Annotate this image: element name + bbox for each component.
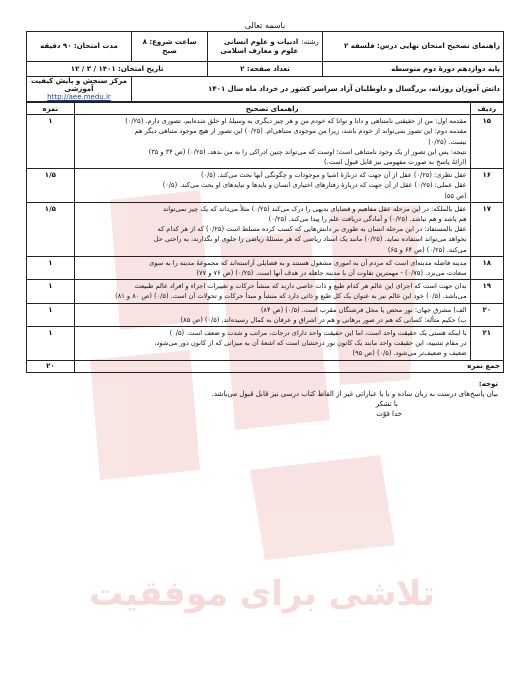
answer-text bbox=[74, 202, 470, 256]
exam-date: تاریخ امتحان: ۱۴۰۱ / ۳ / ۱۲ bbox=[27, 62, 208, 77]
answer-line: مقدمه دوم: این تصور نمی‌تواند از خودم باشد، زیرا من موجودی متناهی‌ام. (۰/۲۵) این تصور از هیچ موجود متناهی دیگر هم bbox=[134, 127, 467, 136]
exam-header-table bbox=[26, 31, 504, 102]
question-number: ۱۷ bbox=[470, 202, 503, 256]
answer-text bbox=[74, 303, 470, 326]
watermark-text: تلاشی برای موفقیت bbox=[89, 574, 435, 614]
answer-row bbox=[27, 327, 504, 361]
grade-level: پایه دوازدهم دورهٔ دوم متوسطه bbox=[322, 62, 503, 77]
thanks-text: با تشکر bbox=[375, 399, 398, 408]
question-number: ۱۹ bbox=[470, 280, 503, 303]
answer-line: عقل نظری: (۰/۲۵) عقل از آن جهت که دربارهٔ اشیا و موجودات و چگونگی آنها بحث می‌کند. (۰/۵) bbox=[200, 171, 467, 180]
bismillah: باسمه تعالی bbox=[244, 21, 286, 30]
question-number: ۲۱ bbox=[470, 327, 503, 361]
question-number: ۱۶ bbox=[470, 169, 503, 203]
answer-row bbox=[27, 202, 504, 256]
answer-line: نتیجه: پس این تصور از یک وجود نامتناهی است؛ اوست که می‌تواند چنین ادراکی را به من بدهد. (۰/۲۵) (ص ۳۴ و ۳۵) bbox=[148, 147, 467, 156]
answers-table bbox=[26, 102, 504, 372]
answer-line: بدان جهت است که اجزای این عالم هر کدام طبع و ذات خاصی دارند که منشأ حرکات و تغییرات اجزاء و افراد عالم طبیعت bbox=[134, 282, 467, 291]
center-url[interactable]: http://aee.medu.ir bbox=[47, 93, 111, 102]
center-name: مرکز سنجش و پایش کیفیت آموزشی bbox=[31, 77, 127, 94]
answer-line: با اینکه هستی یک حقیقت واحد است، اما این حقیقت واحد دارای درجات، مراتب و شدت و ضعف است. (۰/۵) bbox=[169, 329, 467, 337]
question-score: ۱ bbox=[27, 115, 75, 169]
answer-line: در مقام تشبیه، این حقیقت واحد مانند یک کانون نور درخشان است که اشعهٔ آن به میزانی که از کانون دور می‌شود، bbox=[154, 339, 467, 348]
answer-text bbox=[74, 115, 470, 169]
answer-line: (ارائهٔ پاسخ به صورت مفهومی نیز قابل قبول است.) bbox=[324, 157, 467, 166]
answer-line: الف) مشرق جهان: نور محض یا محل فرشتگان مقرب است. (۰/۵) (ص ۸۴) bbox=[260, 305, 467, 314]
answer-row bbox=[27, 280, 504, 303]
total-value: ۲۰ bbox=[27, 360, 75, 372]
note-section bbox=[26, 379, 504, 419]
answer-text bbox=[74, 280, 470, 303]
major-cell bbox=[208, 32, 322, 62]
question-number: ۲۰ bbox=[470, 303, 503, 326]
answer-text bbox=[74, 327, 470, 361]
note-text: بیان پاسخ‌های درست به زبان ساده و یا با عباراتی غیر از الفاظ کتاب درسی نیز قابل قبول می‌باشد. bbox=[211, 389, 498, 398]
answer-text bbox=[74, 169, 470, 203]
answer-line: عقل بالملکه: در این مرحله عقل مفاهیم و قضایای بدیهی را درک می‌کند (۰/۲۵) مثلاً می‌داند که یک چیز نمی‌تواند bbox=[162, 204, 467, 213]
major-value-2: علوم و معارف اسلامی bbox=[220, 46, 299, 55]
guide-title: راهنمای تصحیح امتحان نهایی درس: فلسفه ۲ bbox=[322, 32, 503, 62]
major-label: رشته: bbox=[301, 38, 319, 47]
answer-row bbox=[27, 256, 504, 279]
question-score: ۱/۵ bbox=[27, 202, 75, 256]
question-score: ۱ bbox=[27, 303, 75, 326]
page-count: تعداد صفحه: ۲ bbox=[208, 62, 322, 77]
answer-line: می‌کند. (۰/۲۵) (ص ۶۴ و ۶۵) bbox=[387, 245, 467, 254]
answer-line: سعادت می‌برد. (۰/۷۵) - مهمترین تفاوت آن با مدینه جاهله در هدف آنها است. (۰/۲۵) (ص ۷۶ و ۷۷) bbox=[196, 268, 467, 277]
answer-row bbox=[27, 303, 504, 326]
question-number: ۱۸ bbox=[470, 256, 503, 279]
answer-line: بخواهد می‌تواند استفاده نماید. (۰/۲۵) مانند یک استاد ریاضی که هر مسئلهٔ ریاضی را جلوی او بگذارند، به راحتی حل bbox=[153, 235, 467, 244]
question-score: ۱/۵ bbox=[27, 169, 75, 203]
row-column-header: ردیف bbox=[470, 103, 503, 115]
answer-line: عقل بالمستفاد: در این مرحله انسان به طوری بر دانش‌هایی که کسب کرده مسلط است (۰/۲۵) که از هر کدام که bbox=[157, 225, 467, 234]
answer-line: (ص ۵۵) bbox=[444, 191, 467, 200]
total-label: جمع نمره bbox=[74, 360, 503, 372]
students-line: دانش آموزان روزانه، بزرگسال و داوطلبان آزاد سراسر کشور در خرداد ماه سال ۱۴۰۱ bbox=[131, 77, 503, 102]
score-column-header: نمره bbox=[27, 103, 75, 115]
question-score: ۱ bbox=[27, 256, 75, 279]
answer-text bbox=[74, 256, 470, 279]
answers-body bbox=[27, 115, 504, 360]
answer-line: هم باشد و هم نباشد. (۰/۲۵) و آمادگی دریافت علم را پیدا می‌کند. (۰/۲۵) bbox=[268, 214, 467, 223]
note-title: توجه: bbox=[478, 379, 498, 388]
question-number: ۱۵ bbox=[470, 115, 503, 169]
answer-line: می‌باشد. (۰/۵) خود این عالم نیز به عنوان یک کل طبع و ذاتی دارد که منشأ و مبدأ حرکات و تحولات آن است. (۰/۵) (ص ۸۰ و ۸۱) bbox=[115, 292, 467, 301]
exam-duration: مدت امتحان: ۹۰ دقیقه bbox=[27, 32, 132, 62]
answer-line: نیست. (۰/۲۵) bbox=[428, 137, 467, 146]
guide-column-header: راهنمای تصحیح bbox=[74, 103, 470, 115]
answer-row bbox=[27, 115, 504, 169]
major-value-1: ادبیات و علوم انسانی bbox=[223, 38, 299, 47]
answer-line: مقدمه اول: من از حقیقتی نامتناهی و دانا و توانا که خودم من و هر چیز دیگری به وسیلهٔ او خلق شده‌ایم، تصوری دارم. (۰/۲۵) bbox=[125, 117, 467, 126]
answer-line: عقل عملی: (۰/۲۵) عقل از آن جهت که دربارهٔ رفتارهای اختیاری انسان و بایدها و نبایدهای او بحث می‌کند. (۰/۵) bbox=[162, 181, 467, 190]
closing-text: خدا قوّت bbox=[376, 409, 402, 418]
answer-row bbox=[27, 169, 504, 203]
answer-sheet bbox=[26, 20, 504, 419]
center-info bbox=[27, 77, 132, 102]
answer-line: ضعیف و ضعیف‌تر می‌شود. (۰/۵) (ص ۹۵) bbox=[352, 349, 467, 358]
start-time: ساعت شروع: ۸ صبح bbox=[131, 32, 207, 62]
answer-line: ب) حکیم متأله: کسانی که هم در صور برهانی و هم در اشراق و عرفان به کمال رسیده‌اند. (۰/۵) (ص ۸۵) bbox=[180, 315, 467, 324]
question-score: ۱ bbox=[27, 280, 75, 303]
answer-line: مدینه فاضله مدینه‌ای است که مردم آن به اموری مشغول هستند و به فضایلی آراسته‌اند که مجموعهٔ مدینه را به سوی bbox=[149, 258, 467, 267]
question-score: ۱ bbox=[27, 327, 75, 361]
